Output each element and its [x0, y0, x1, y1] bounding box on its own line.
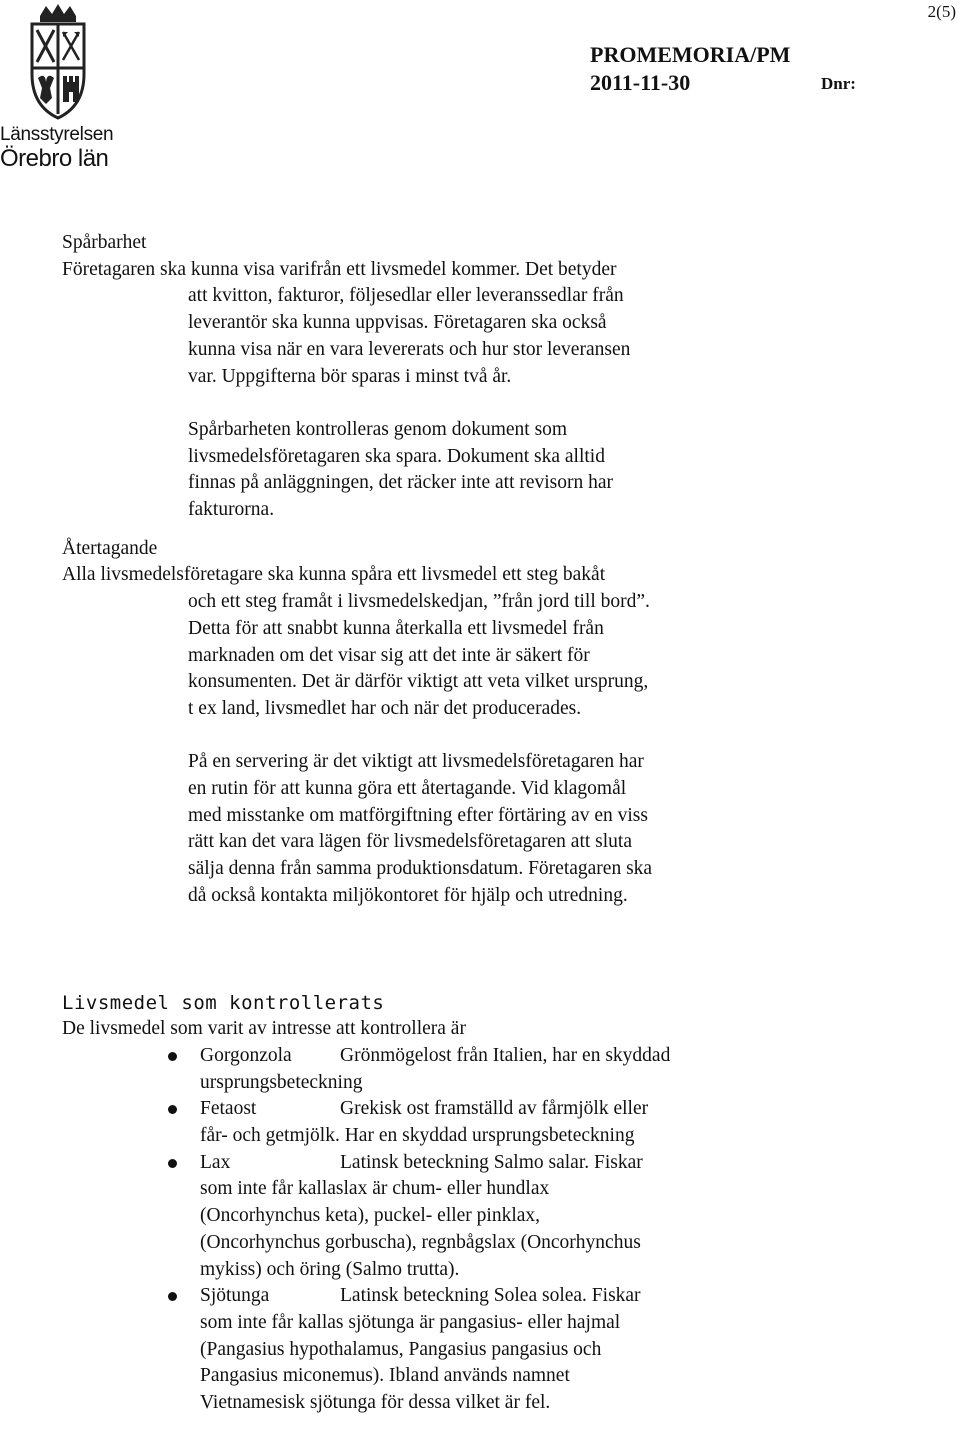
list-item: [62, 1150, 942, 1177]
item-description-line: som inte får kallaslax är chum- eller hundlax: [200, 1178, 550, 1200]
item-name: Gorgonzola: [200, 1044, 292, 1066]
paragraph-line: Spårbarheten kontrolleras genom dokument som: [188, 418, 568, 440]
document-body: [62, 230, 942, 1417]
item-description: Latinsk beteckning Solea solea. Fiskar: [340, 1285, 641, 1307]
item-description-line: Pangasius miconemus). Ibland används namnet: [200, 1365, 570, 1387]
paragraph-line: t ex land, livsmedlet har och när det producerades.: [188, 697, 582, 719]
paragraph-line: Alla livsmedelsföretagare ska kunna spåra ett livsmedel ett steg bakåt: [62, 564, 606, 586]
paragraph-line: sälja denna från samma produktionsdatum. Företagaren ska: [188, 858, 653, 880]
paragraph-line: fakturorna.: [188, 499, 275, 521]
item-description-line: Vietnamesisk sjötunga för dessa vilket är fel.: [200, 1392, 551, 1414]
section-heading-sparbarhet: Spårbarhet: [62, 232, 147, 253]
item-description: Latinsk beteckning Salmo salar. Fiskar: [340, 1151, 643, 1173]
page-number: 2(5): [927, 2, 956, 21]
paragraph-line: På en servering är det viktigt att livsmedelsföretagaren har: [188, 751, 644, 773]
document-type: PROMEMORIA/PM: [590, 42, 791, 67]
paragraph-line: De livsmedel som varit av intresse att kontrollera är: [62, 1018, 466, 1040]
paragraph-line: Detta för att snabbt kunna återkalla ett livsmedel från: [188, 617, 604, 639]
dnr-label: Dnr:: [821, 74, 856, 93]
paragraph-line: finnas på anläggningen, det räcker inte att revisorn har: [188, 472, 614, 494]
paragraph-line: att kvitton, fakturor, följesedlar eller leveranssedlar från: [188, 285, 624, 307]
item-name: Fetaost: [200, 1098, 257, 1120]
paragraph-line: marknaden om det visar sig att det inte är säkert för: [188, 644, 590, 666]
paragraph-line: var. Uppgifterna bör sparas i minst två år.: [188, 365, 512, 387]
bullet-icon: [168, 1159, 177, 1168]
item-description-line: (Pangasius hypothalamus, Pangasius pangasius och: [200, 1338, 602, 1360]
item-description-line: ursprungsbeteckning: [200, 1071, 363, 1093]
item-description-line: som inte får kallas sjötunga är pangasius- eller hajmal: [200, 1311, 621, 1333]
paragraph-line: rätt kan det vara lägen för livsmedelsföretagaren att sluta: [188, 831, 632, 853]
section-heading-livsmedel: Livsmedel som kontrollerats: [62, 991, 385, 1014]
paragraph-line: leverantör ska kunna uppvisas. Företagaren ska också: [188, 312, 607, 334]
paragraph-line: kunna visa när en vara levererats och hur stor leveransen: [188, 338, 631, 360]
item-description: Grönmögelost från Italien, har en skyddad: [340, 1044, 671, 1066]
paragraph-line: konsumenten. Det är därför viktigt att veta vilket ursprung,: [188, 671, 649, 693]
paragraph-line: en rutin för att kunna göra ett återtagande. Vid klagomål: [188, 778, 627, 800]
paragraph-line: Företagaren ska kunna visa varifrån ett livsmedel kommer. Det betyder: [62, 258, 617, 280]
paragraph-line: med misstanke om matförgiftning efter förtäring av en viss: [188, 804, 648, 826]
item-name: Sjötunga: [200, 1285, 270, 1307]
list-item: [62, 1043, 942, 1070]
paragraph-line: livsmedelsföretagaren ska spara. Dokument ska alltid: [188, 445, 605, 467]
paragraph-line: och ett steg framåt i livsmedelskedjan, ”från jord till bord”.: [188, 591, 650, 613]
paragraph-line: då också kontakta miljökontoret för hjälp och utredning.: [188, 884, 628, 906]
item-description: Grekisk ost framställd av fårmjölk eller: [340, 1098, 649, 1120]
organization-logo: [0, 2, 120, 172]
list-item: [62, 1283, 942, 1310]
item-description-line: får- och getmjölk. Har en skyddad ursprungsbeteckning: [200, 1125, 635, 1147]
item-description-line: (Oncorhynchus gorbuscha), regnbågslax (Oncorhynchus: [200, 1231, 641, 1253]
item-description-line: (Oncorhynchus keta), puckel- eller pinklax,: [200, 1205, 541, 1227]
organization-region: Örebro län: [0, 145, 109, 172]
section-heading-atertagande: Återtagande: [62, 537, 158, 559]
list-item: [62, 1096, 942, 1123]
item-description-line: mykiss) och öring (Salmo trutta).: [200, 1258, 460, 1280]
item-name: Lax: [200, 1151, 231, 1173]
bullet-icon: [168, 1052, 177, 1061]
food-list: [62, 1043, 942, 1417]
organization-name: Länsstyrelsen: [0, 124, 114, 145]
document-date: 2011-11-30: [590, 70, 691, 95]
coat-of-arms-icon: [26, 2, 90, 122]
